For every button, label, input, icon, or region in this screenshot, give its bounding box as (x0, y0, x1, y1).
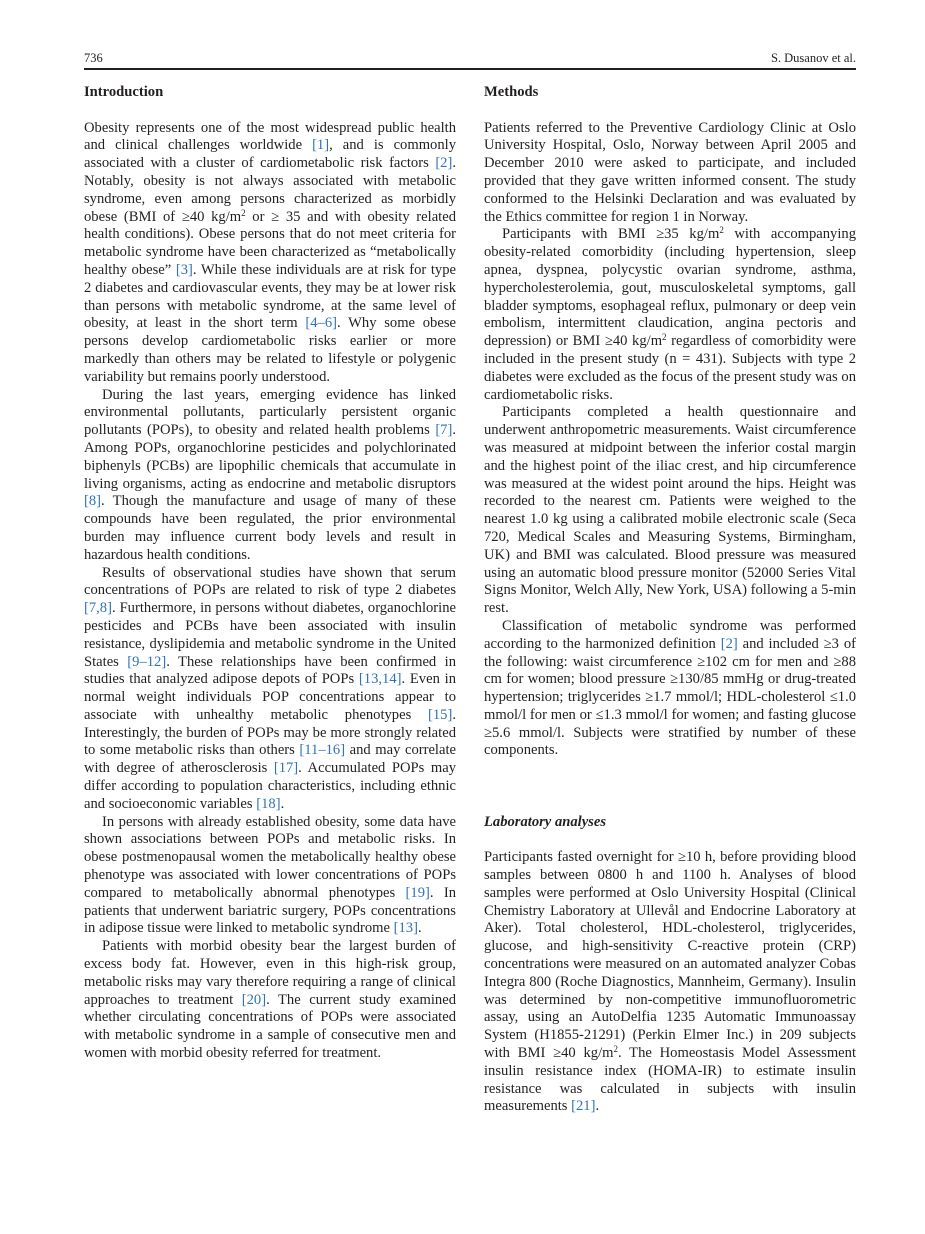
citation-link[interactable]: [1] (312, 137, 330, 154)
laboratory-heading: Laboratory analyses (484, 813, 607, 830)
intro-paragraph-1: Obesity represents one of the most widespread public health and clinical challenges worldwide [1], and is commonly associated with a cluster of cardiometabolic risk factors [2]. Notably, obesity is not always associated with metabolic syndrome, even among persons characterized as morbidly obese (BMI of ≥40 $kg/m^2$ or ≥ 35 and with obesity related health conditions). Obese persons that do not meet criteria for metabolic syndrome have been characterized as “metabolically healthy obese” [3]. While these individuals are at risk for type 2 diabetes and cardiovascular events, they may be at lower risk than persons with metabolic syndrome, at the same level of obesity, at least in the short term [4–6]. Why some obese persons develop cardiometabolic risks earlier or more markedly than others may be related to lifestyle or polygenic variability but remains poorly understood. (84, 119, 456, 385)
methods-paragraph-2: Participants with BMI ≥35 $kg/m^2$ with accompanying obesity-related comorbidity (including hypertension, sleep apnea, dyspnea, polycystic ovarian syndrome, asthma, hypercholesterolemia, gout, musculoskeletal symptoms, gall bladder symptoms, esophageal reflux, pulmonary or deep vein embolism, intermittent claudication, angina pectoris and depression) or BMI ≥40 $kg/m^2$ regardless of comorbidity were included in the present study (n = 431). Subjects with type 2 diabetes were excluded as the focus of the present study was on cardiometabolic risks. (484, 225, 856, 403)
running-header (84, 49, 856, 67)
methods-heading: Methods (484, 84, 539, 100)
citation-link[interactable]: [3] (175, 261, 193, 278)
citation-link[interactable]: [13,14] (358, 671, 402, 688)
citation-link[interactable]: [11–16] (299, 742, 346, 759)
intro-paragraph-4: In persons with already established obesity, some data have shown associations between POPs and metabolic risks. In obese postmenopausal women the metabolically healthy obese phenotype was associated with lower concentrations of POPs compared to metabolically abnormal phenotypes [19]. In patients that underwent bariatric surgery, POPs concentrations in adipose tissue were linked to metabolic syndrome [13]. (84, 813, 456, 937)
citation-link[interactable]: [21] (571, 1098, 596, 1115)
header-rule (84, 68, 856, 70)
introduction-heading: Introduction (84, 84, 164, 100)
citation-link[interactable]: [7,8] (84, 600, 112, 617)
methods-paragraph-3: Participants completed a health questionnaire and underwent anthropometric measurements. Waist circumference was measured at midpoint between the inferior costal margin and the highest point of the iliac crest, and hip circumference was measured at the widest point around the hips. Height was recorded to the nearest cm. Patients were weighed to the nearest 1.0 kg using a calibrated mobile electronic scale (Seca 720, Medical Scales and Measuring Systems, Birmingham, UK) and BMI was calculated. Blood pressure was measured using an automatic blood pressure monitor (52000 Series Vital Signs Monitor, Welch Ally, New York, USA) following a 5-min rest. (484, 404, 857, 617)
citation-link[interactable]: [7] (435, 422, 453, 439)
citation-link[interactable]: [9–12] (127, 653, 167, 670)
citation-link[interactable]: [18] (256, 795, 281, 812)
laboratory-paragraph-1: Participants fasted overnight for ≥10 h, before providing blood samples between 0800 h and 1100 h. Analyses of blood samples were performed at Oslo University Hospital (Clinical Chemistry Laboratory at Ullevål and Endocrine Laboratory at Aker). Total cholesterol, HDL-cholesterol, triglycerides, glucose, and high-sensitivity C-reactive protein (CRP) concentrations were measured on an automated analyzer Cobas Integra 800 (Roche Diagnostics, Mannheim, Germany). Insulin was determined by non-competitive immunofluorometric assay, using an AutoDelfia 1235 Automatic Immunoassay System (H1855-21291) (Perkin Elmer Inc.) in 209 subjects with BMI ≥40 $kg/m^2$. The Homeostasis Model Assessment insulin resistance index (HOMA-IR) to estimate insulin resistance was calculated in subjects with insulin measurements [21]. (484, 849, 856, 1115)
intro-paragraph-2: During the last years, emerging evidence has linked environmental pollutants, particularly persistent organic pollutants (POPs), to obesity and related health problems [7]. Among POPs, organochlorine pesticides and polychlorinated biphenyls (PCBs) are lipophilic chemicals that accumulate in living organisms, acting as endocrine and metabolic disruptors [8]. Though the manufacture and usage of many of these compounds have been regulated, the prior environmental burden may influence current body levels and result in hazardous health conditions. (84, 386, 456, 563)
citation-link[interactable]: [19] (405, 884, 430, 901)
intro-paragraph-3: Results of observational studies have shown that serum concentrations of POPs are related to risk of type 2 diabetes [7,8]. Furthermore, in persons without diabetes, organochlorine pesticides and PCBs have been associated with insulin resistance, dyslipidemia and metabolic syndrome in the United States [9–12]. These relationships have been confirmed in studies that analyzed adipose depots of POPs [13,14]. Even in normal weight individuals POP concentrations appear to associate with unhealthy metabolic phenotypes [15]. Interestingly, the burden of POPs may be more strongly related to some metabolic risks than others [11–16] and may correlate with degree of atherosclerosis [17]. Accumulated POPs may differ according to population characteristics, including ethnic and socioeconomic variables [18]. (84, 564, 457, 812)
intro-paragraph-5: Patients with morbid obesity bear the largest burden of excess body fat. However, even in this high-risk group, metabolic risks may vary therefore requiring a range of clinical approaches to treatment [20]. The current study examined whether circulating concentrations of POPs were associated with metabolic syndrome in a sample of consecutive men and women with morbid obesity referred for treatment. (84, 938, 456, 1062)
left-column (84, 84, 456, 1063)
methods-paragraph-4: Classification of metabolic syndrome was performed according to the harmonized definition [2] and included ≥3 of the following: waist circumference ≥102 cm for men and ≥88 cm for women; blood pressure ≥130/85 mmHg or drug-treated hypertension; triglycerides ≥1.7 mmol/l; HDL-cholesterol ≤1.0 mmol/l for men or ≤1.3 mmol/l for women; and fasting glucose ≥5.6 mmol/l. Subjects were stratified by number of these components. (484, 617, 856, 759)
superscript: 2 (662, 332, 667, 343)
running-authors: S. Dusanov et al. (770, 51, 856, 65)
superscript: 2 (613, 1044, 618, 1055)
superscript: 2 (241, 207, 246, 218)
citation-link[interactable]: [2] (435, 155, 453, 172)
citation-link[interactable]: [13] (393, 920, 418, 937)
page-number: 736 (84, 51, 103, 65)
citation-link[interactable]: [2] (720, 635, 738, 652)
right-column (484, 84, 856, 1116)
citation-link[interactable]: [15] (428, 706, 453, 723)
superscript: 2 (719, 225, 724, 236)
citation-link[interactable]: [4–6] (305, 315, 337, 332)
citation-link[interactable]: [8] (84, 493, 102, 510)
citation-link[interactable]: [20] (241, 991, 267, 1008)
citation-link[interactable]: [17] (273, 760, 299, 777)
article-page (84, 0, 856, 1234)
methods-paragraph-1: Patients referred to the Preventive Cardiology Clinic at Oslo University Hospital, Oslo, Norway between April 2005 and December 2010 were asked to participate, and included provided that they gave written informed consent. The study conformed to the Helsinki Declaration and was evaluated by the Ethics committee for region 1 in Norway. (484, 119, 856, 225)
